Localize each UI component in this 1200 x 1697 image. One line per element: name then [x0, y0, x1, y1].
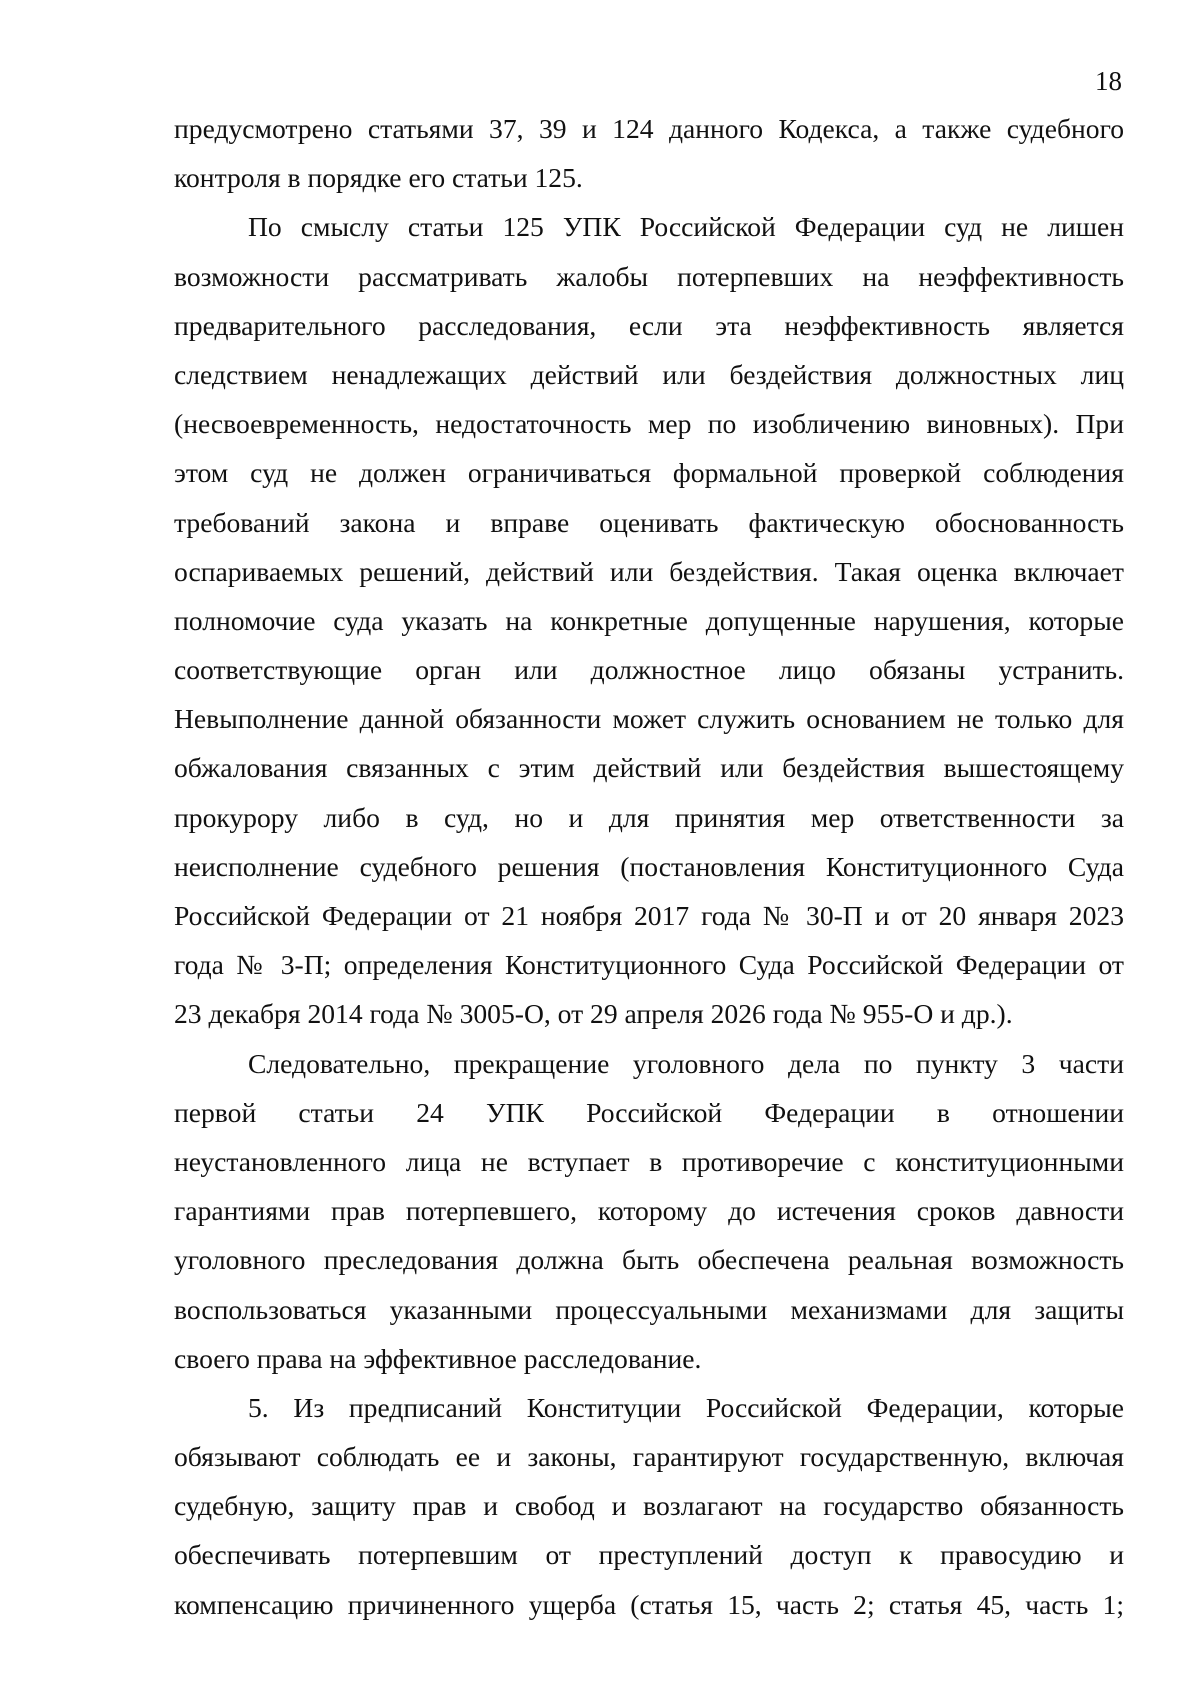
text-line: неисполнение судебного решения (постановления Конституционного Суда [174, 850, 1124, 882]
text-line: возможности рассматривать жалобы потерпевших на неэффективность [174, 260, 1124, 292]
page-number: 18 [1095, 66, 1122, 96]
text-line: воспользоваться указанными процессуальными механизмами для защиты [174, 1293, 1124, 1325]
document-body [174, 104, 1124, 1629]
text-line: оспариваемых решений, действий или бездействия. Такая оценка включает [174, 555, 1124, 587]
text-line: следствием ненадлежащих действий или бездействия должностных лиц [174, 358, 1124, 390]
text-line: судебную, защиту прав и свобод и возлагают на государство обязанность [174, 1490, 1124, 1522]
text-line: Российской Федерации от 21 ноября 2017 года № 30-П и от 20 января 2023 [174, 900, 1124, 931]
text-line: По смыслу статьи 125 УПК Российской Федерации суд не лишен [248, 211, 1124, 243]
text-line: 23 декабря 2014 года № 3005-О, от 29 апреля 2026 года № 955-О и др.). [174, 998, 1013, 1030]
text-line: (несвоевременность, недостаточность мер по изобличению виновных). При [174, 408, 1124, 440]
text-line: первой статьи 24 УПК Российской Федерации в отношении [174, 1096, 1124, 1128]
text-line: Следовательно, прекращение уголовного дела по пункту 3 части [248, 1047, 1124, 1079]
text-line: требований закона и вправе оценивать фактическую обоснованность [174, 506, 1124, 538]
text-line: неустановленного лица не вступает в противоречие с конституционными [174, 1145, 1124, 1177]
text-line: обеспечивать потерпевшим от преступлений доступ к правосудию и [174, 1539, 1124, 1571]
text-line: контроля в порядке его статьи 125. [174, 162, 583, 194]
text-line: уголовного преследования должна быть обеспечена реальная возможность [174, 1244, 1124, 1276]
text-line: предварительного расследования, если эта неэффективность является [174, 309, 1124, 341]
text-line: обжалования связанных с этим действий или бездействия вышестоящему [174, 752, 1124, 784]
text-line: гарантиями прав потерпевшего, которому до истечения сроков давности [174, 1195, 1124, 1227]
text-line: этом суд не должен ограничиваться формальной проверкой соблюдения [174, 457, 1124, 489]
text-line: предусмотрено статьями 37, 39 и 124 данного Кодекса, а также судебного [174, 113, 1124, 144]
text-line: полномочие суда указать на конкретные допущенные нарушения, которые [174, 604, 1124, 636]
text-line: прокурору либо в суд, но и для принятия мер ответственности за [174, 801, 1124, 833]
text-line: года № 3-П; определения Конституционного Суда Российской Федерации от [174, 949, 1124, 981]
text-line: Невыполнение данной обязанности может служить основанием не только для [174, 703, 1124, 735]
text-line: соответствующие орган или должностное лицо обязаны устранить. [174, 654, 1124, 686]
text-line: 5. Из предписаний Конституции Российской Федерации, которые [248, 1391, 1124, 1423]
text-line: своего права на эффективное расследование. [174, 1342, 702, 1374]
text-line: компенсацию причиненного ущерба (статья 15, часть 2; статья 45, часть 1; [174, 1588, 1124, 1620]
text-line: обязывают соблюдать ее и законы, гарантируют государственную, включая [174, 1441, 1124, 1473]
